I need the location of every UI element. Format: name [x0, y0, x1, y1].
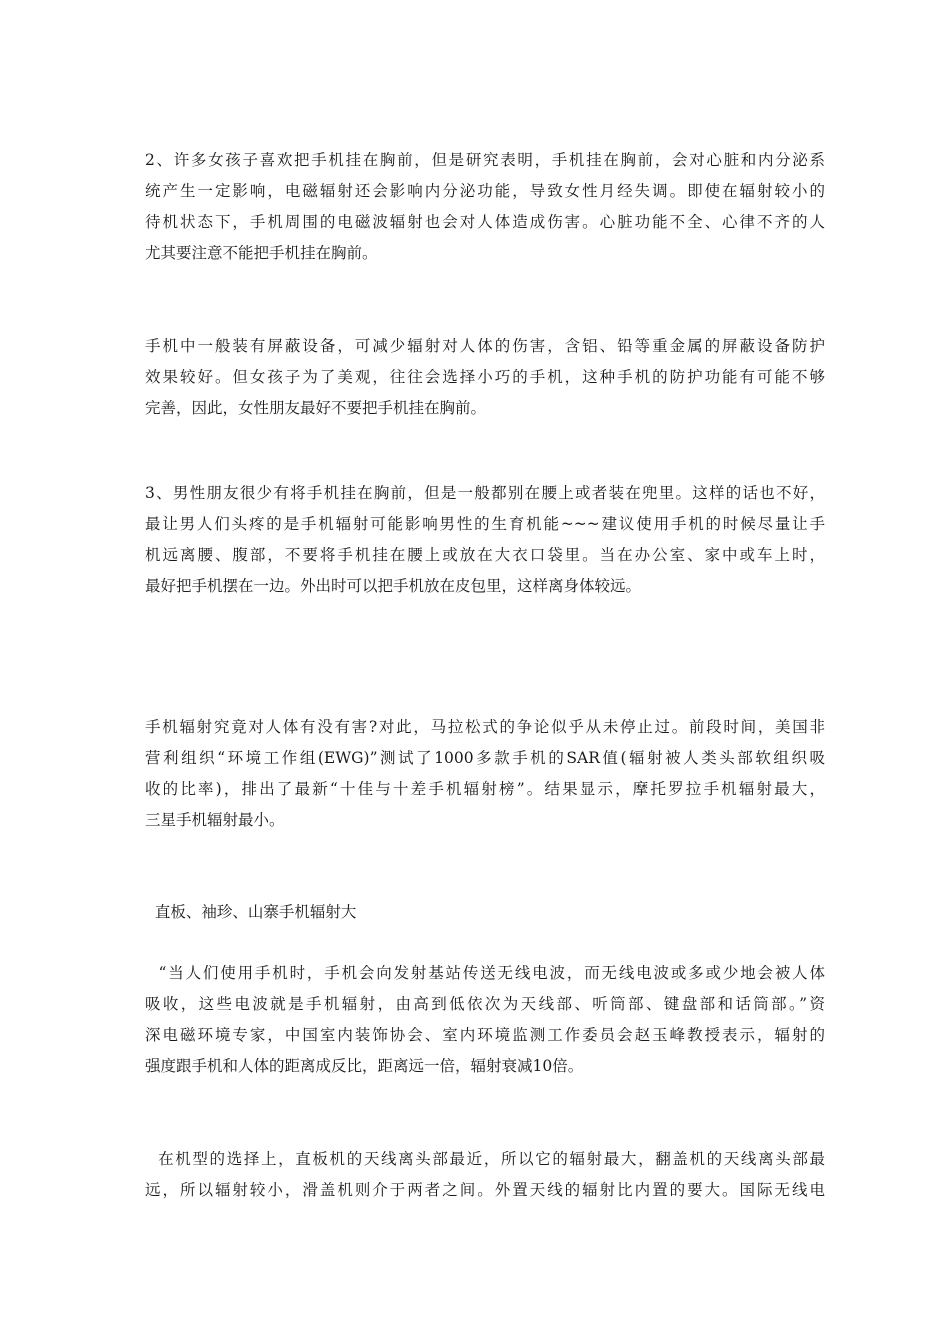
text-line: 效果较好。但女孩子为了美观，往往会选择小巧的手机，这种手机的防护功能有可能不够: [145, 368, 825, 386]
text-line: 最让男人们头疼的是手机辐射可能影响男性的生育机能~~~建议使用手机的时候尽量让手: [145, 515, 825, 533]
text-line: 直板、袖珍、山寨手机辐射大: [145, 903, 357, 921]
text-line: 收的比率)，排出了最新“十佳与十差手机辐射榜”。结果显示，摩托罗拉手机辐射最大，: [145, 780, 825, 798]
section-heading: [145, 897, 825, 928]
paragraph-shielding: [145, 331, 825, 424]
text-line: 吸收，这些电波就是手机辐射，由高到低依次为天线部、听筒部、键盘部和话筒部。”资: [145, 995, 825, 1013]
paragraph-male-phone: [145, 478, 825, 602]
text-line: 深电磁环境专家，中国室内装饰协会、室内环境监测工作委员会赵玉峰教授表示，辐射的: [145, 1026, 825, 1044]
text-line: 尤其要注意不能把手机挂在胸前。: [145, 244, 378, 262]
text-line: 3、男性朋友很少有将手机挂在胸前，但是一般都别在腰上或者装在兜里。这样的话也不好，: [145, 484, 825, 502]
text-line: 手机中一般装有屏蔽设备，可减少辐射对人体的伤害，含铝、铅等重金属的屏蔽设备防护: [145, 337, 825, 355]
text-line: 机远离腰、腹部，不要将手机挂在腰上或放在大衣口袋里。当在办公室、家中或车上时，: [145, 546, 825, 564]
text-line: “当人们使用手机时，手机会向发射基站传送无线电波，而无线电波或多或少地会被人体: [145, 964, 825, 982]
text-line: 三星手机辐射最小。: [145, 811, 285, 829]
text-line: 待机状态下，手机周围的电磁波辐射也会对人体造成伤害。心脏功能不全、心律不齐的人: [145, 213, 825, 231]
paragraph-ewg-test: [145, 712, 825, 836]
paragraph-female-phone-chest: [145, 145, 825, 269]
paragraph-phone-models: [145, 1144, 825, 1206]
text-line: 在机型的选择上，直板机的天线离头部最近，所以它的辐射最大，翻盖机的天线离头部最: [145, 1150, 825, 1168]
text-line: 营利组织“环境工作组(EWG)”测试了1000多款手机的SAR值(辐射被人类头部软组织吸: [145, 749, 825, 767]
text-line: 2、许多女孩子喜欢把手机挂在胸前，但是研究表明，手机挂在胸前，会对心脏和内分泌系: [145, 151, 825, 169]
text-line: 完善，因此，女性朋友最好不要把手机挂在胸前。: [145, 399, 487, 417]
text-line: 最好把手机摆在一边。外出时可以把手机放在皮包里，这样离身体较远。: [145, 577, 642, 595]
text-line: 强度跟手机和人体的距离成反比，距离远一倍，辐射衰减10倍。: [145, 1057, 584, 1075]
text-line: 统产生一定影响，电磁辐射还会影响内分泌功能，导致女性月经失调。即使在辐射较小的: [145, 182, 825, 200]
text-line: 远，所以辐射较小，滑盖机则介于两者之间。外置天线的辐射比内置的要大。国际无线电: [145, 1181, 825, 1199]
paragraph-expert-quote: [145, 958, 825, 1082]
text-line: 手机辐射究竟对人体有没有害?对此，马拉松式的争论似乎从未停止过。前段时间，美国非: [145, 718, 825, 736]
